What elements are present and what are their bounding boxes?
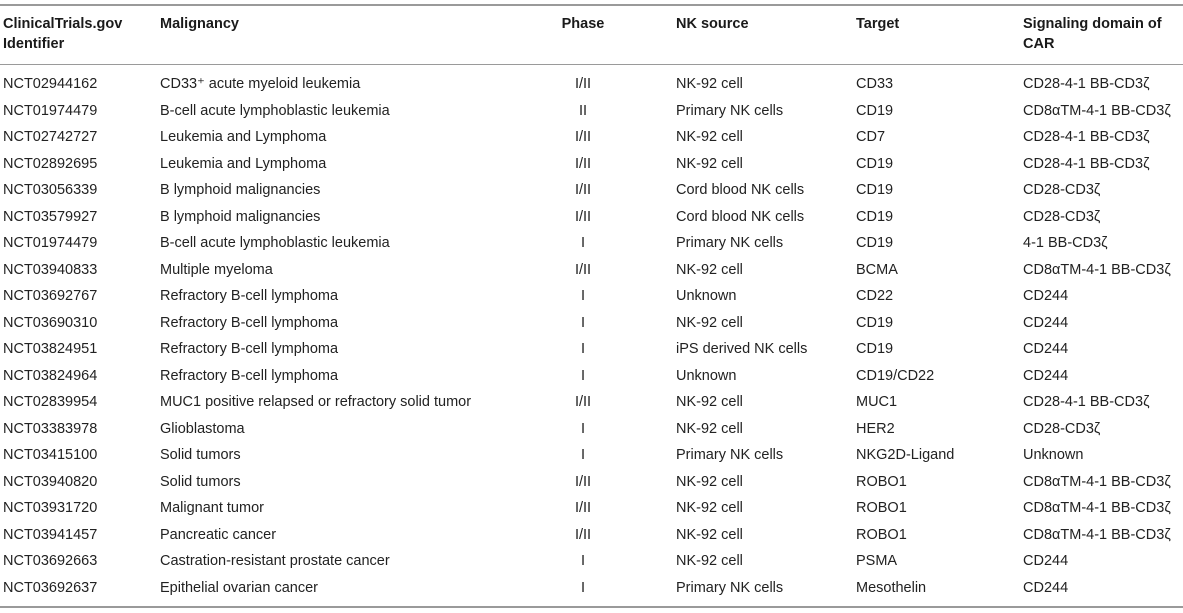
column-header-nk-source: NK source <box>676 16 749 32</box>
cell-nk-source: NK-92 cell <box>676 314 743 331</box>
cell-signaling-domain: CD28-4-1 BB-CD3ζ <box>1023 76 1150 92</box>
cell-malignancy: MUC1 positive relapsed or refractory solid tumor <box>160 394 472 410</box>
cell-phase: I <box>580 447 586 463</box>
cell-target: CD19 <box>856 341 894 357</box>
table-row <box>0 363 1183 390</box>
cell-phase: I <box>580 367 586 384</box>
cell-target: CD19 <box>856 314 894 331</box>
cell-target: CD19 <box>856 102 894 119</box>
table-row <box>0 177 1183 204</box>
cell-target: ROBO1 <box>856 500 907 516</box>
cell-malignancy: Refractory B-cell lymphoma <box>160 341 339 357</box>
cell-signaling-domain: CD244 <box>1023 288 1069 304</box>
cell-phase: I/II <box>574 500 592 516</box>
cell-target: ROBO1 <box>856 473 907 490</box>
cell-phase: I/II <box>574 526 592 543</box>
cell-identifier: NCT02892695 <box>3 155 98 172</box>
cell-target: NKG2D-Ligand <box>856 447 955 463</box>
cell-identifier: NCT01974479 <box>3 235 98 251</box>
cell-identifier: NCT03940820 <box>3 473 98 490</box>
cell-target: CD19 <box>856 235 894 251</box>
cell-target: CD22 <box>856 288 894 304</box>
cell-phase: I <box>580 420 586 437</box>
cell-target: CD19 <box>856 208 894 225</box>
cell-malignancy: Leukemia and Lymphoma <box>160 129 327 145</box>
cell-identifier: NCT01974479 <box>3 102 98 119</box>
cell-identifier: NCT03579927 <box>3 208 98 225</box>
cell-nk-source: Primary NK cells <box>676 102 784 119</box>
cell-malignancy: CD33⁺ acute myeloid leukemia <box>160 76 361 92</box>
cell-nk-source: iPS derived NK cells <box>676 341 808 357</box>
cell-nk-source: NK-92 cell <box>676 553 743 569</box>
cell-identifier: NCT03692663 <box>3 553 98 569</box>
cell-identifier: NCT03931720 <box>3 500 98 516</box>
cell-malignancy: Leukemia and Lymphoma <box>160 155 327 172</box>
table-row <box>0 151 1183 178</box>
table-row <box>0 575 1183 608</box>
cell-identifier: NCT02742727 <box>3 129 98 145</box>
cell-identifier: NCT03690310 <box>3 314 98 331</box>
cell-signaling-domain: CD8αTM-4-1 BB-CD3ζ <box>1023 102 1171 119</box>
cell-malignancy: Multiple myeloma <box>160 261 273 278</box>
cell-malignancy: Solid tumors <box>160 447 241 463</box>
cell-signaling-domain: CD244 <box>1023 314 1069 331</box>
cell-malignancy: Refractory B-cell lymphoma <box>160 314 339 331</box>
cell-target: CD7 <box>856 129 886 145</box>
cell-signaling-domain: CD244 <box>1023 579 1069 596</box>
cell-target: MUC1 <box>856 394 898 410</box>
table-row <box>0 310 1183 337</box>
header-row <box>0 5 1183 65</box>
cell-phase: I <box>580 314 586 331</box>
table-row <box>0 389 1183 416</box>
column-header-malignancy: Malignancy <box>160 16 239 32</box>
cell-signaling-domain: CD8αTM-4-1 BB-CD3ζ <box>1023 473 1171 490</box>
cell-target: ROBO1 <box>856 526 907 543</box>
cell-nk-source: NK-92 cell <box>676 526 743 543</box>
table-row <box>0 65 1183 98</box>
cell-malignancy: Malignant tumor <box>160 500 264 516</box>
cell-phase: I <box>580 235 586 251</box>
cell-signaling-domain: CD8αTM-4-1 BB-CD3ζ <box>1023 261 1171 278</box>
cell-nk-source: NK-92 cell <box>676 76 743 92</box>
cell-phase: I <box>580 341 586 357</box>
cell-phase: I <box>580 553 586 569</box>
cell-identifier: NCT03415100 <box>3 447 98 463</box>
cell-phase: I/II <box>574 76 592 92</box>
cell-target: Mesothelin <box>856 579 927 596</box>
cell-nk-source: Primary NK cells <box>676 235 784 251</box>
table-row <box>0 230 1183 257</box>
cell-malignancy: B lymphoid malignancies <box>160 182 321 198</box>
table-row <box>0 283 1183 310</box>
cell-phase: I/II <box>574 208 592 225</box>
clinical-trials-table <box>0 4 1183 608</box>
cell-identifier: NCT03383978 <box>3 420 98 437</box>
table-row <box>0 204 1183 231</box>
cell-signaling-domain: Unknown <box>1023 447 1084 463</box>
cell-identifier: NCT03824964 <box>3 367 98 384</box>
cell-phase: I <box>580 579 586 596</box>
cell-target: CD19/CD22 <box>856 367 935 384</box>
column-header-identifier: ClinicalTrials.gov Identifier <box>3 16 123 52</box>
cell-identifier: NCT03824951 <box>3 341 98 357</box>
cell-nk-source: Cord blood NK cells <box>676 208 805 225</box>
cell-nk-source: Unknown <box>676 367 737 384</box>
table-row <box>0 257 1183 284</box>
cell-nk-source: NK-92 cell <box>676 261 743 278</box>
cell-phase: I/II <box>574 182 592 198</box>
cell-target: CD33 <box>856 76 894 92</box>
cell-nk-source: NK-92 cell <box>676 500 743 516</box>
cell-nk-source: Primary NK cells <box>676 579 784 596</box>
cell-target: CD19 <box>856 182 894 198</box>
cell-identifier: NCT03692637 <box>3 579 98 596</box>
cell-phase: I/II <box>574 394 592 410</box>
table-row <box>0 548 1183 575</box>
cell-signaling-domain: CD28-4-1 BB-CD3ζ <box>1023 394 1150 410</box>
table-row <box>0 336 1183 363</box>
cell-signaling-domain: CD28-4-1 BB-CD3ζ <box>1023 129 1150 145</box>
cell-target: CD19 <box>856 155 894 172</box>
cell-identifier: NCT02944162 <box>3 76 98 92</box>
cell-signaling-domain: CD28-4-1 BB-CD3ζ <box>1023 155 1150 172</box>
cell-signaling-domain: CD244 <box>1023 341 1069 357</box>
table-row <box>0 469 1183 496</box>
cell-nk-source: Primary NK cells <box>676 447 784 463</box>
cell-target: BCMA <box>856 261 898 278</box>
cell-malignancy: Castration-resistant prostate cancer <box>160 553 390 569</box>
cell-phase: II <box>578 102 588 119</box>
cell-malignancy: Refractory B-cell lymphoma <box>160 367 339 384</box>
cell-malignancy: Epithelial ovarian cancer <box>160 579 318 596</box>
cell-malignancy: B lymphoid malignancies <box>160 208 321 225</box>
cell-target: PSMA <box>856 553 898 569</box>
table-row <box>0 98 1183 125</box>
table-row <box>0 124 1183 151</box>
cell-signaling-domain: 4-1 BB-CD3ζ <box>1023 235 1108 251</box>
cell-phase: I/II <box>574 129 592 145</box>
table-row <box>0 495 1183 522</box>
cell-signaling-domain: CD8αTM-4-1 BB-CD3ζ <box>1023 500 1171 516</box>
cell-phase: I/II <box>574 473 592 490</box>
cell-signaling-domain: CD28-CD3ζ <box>1023 420 1101 437</box>
cell-nk-source: NK-92 cell <box>676 473 743 490</box>
cell-identifier: NCT03692767 <box>3 288 98 304</box>
cell-identifier: NCT03940833 <box>3 261 98 278</box>
cell-identifier: NCT03941457 <box>3 526 98 543</box>
cell-malignancy: Pancreatic cancer <box>160 526 277 543</box>
cell-malignancy: B-cell acute lymphoblastic leukemia <box>160 235 390 251</box>
table-row <box>0 416 1183 443</box>
cell-nk-source: NK-92 cell <box>676 155 743 172</box>
cell-nk-source: NK-92 cell <box>676 420 743 437</box>
table-body <box>0 65 1183 608</box>
cell-malignancy: Refractory B-cell lymphoma <box>160 288 339 304</box>
table-row <box>0 442 1183 469</box>
cell-identifier: NCT02839954 <box>3 394 98 410</box>
cell-identifier: NCT03056339 <box>3 182 98 198</box>
cell-signaling-domain: CD244 <box>1023 553 1069 569</box>
table-row <box>0 522 1183 549</box>
cell-nk-source: NK-92 cell <box>676 129 743 145</box>
cell-phase: I/II <box>574 155 592 172</box>
cell-phase: I/II <box>574 261 592 278</box>
column-header-phase: Phase <box>561 16 605 32</box>
column-header-signaling-domain: Signaling domain of CAR <box>1023 16 1162 52</box>
cell-nk-source: Unknown <box>676 288 737 304</box>
column-header-target: Target <box>856 16 900 32</box>
cell-malignancy: Glioblastoma <box>160 420 245 437</box>
cell-target: HER2 <box>856 420 895 437</box>
cell-nk-source: Cord blood NK cells <box>676 182 805 198</box>
cell-signaling-domain: CD28-CD3ζ <box>1023 208 1101 225</box>
cell-phase: I <box>580 288 586 304</box>
cell-signaling-domain: CD244 <box>1023 367 1069 384</box>
cell-malignancy: Solid tumors <box>160 473 241 490</box>
cell-signaling-domain: CD8αTM-4-1 BB-CD3ζ <box>1023 526 1171 543</box>
cell-nk-source: NK-92 cell <box>676 394 743 410</box>
cell-signaling-domain: CD28-CD3ζ <box>1023 182 1101 198</box>
cell-malignancy: B-cell acute lymphoblastic leukemia <box>160 102 390 119</box>
